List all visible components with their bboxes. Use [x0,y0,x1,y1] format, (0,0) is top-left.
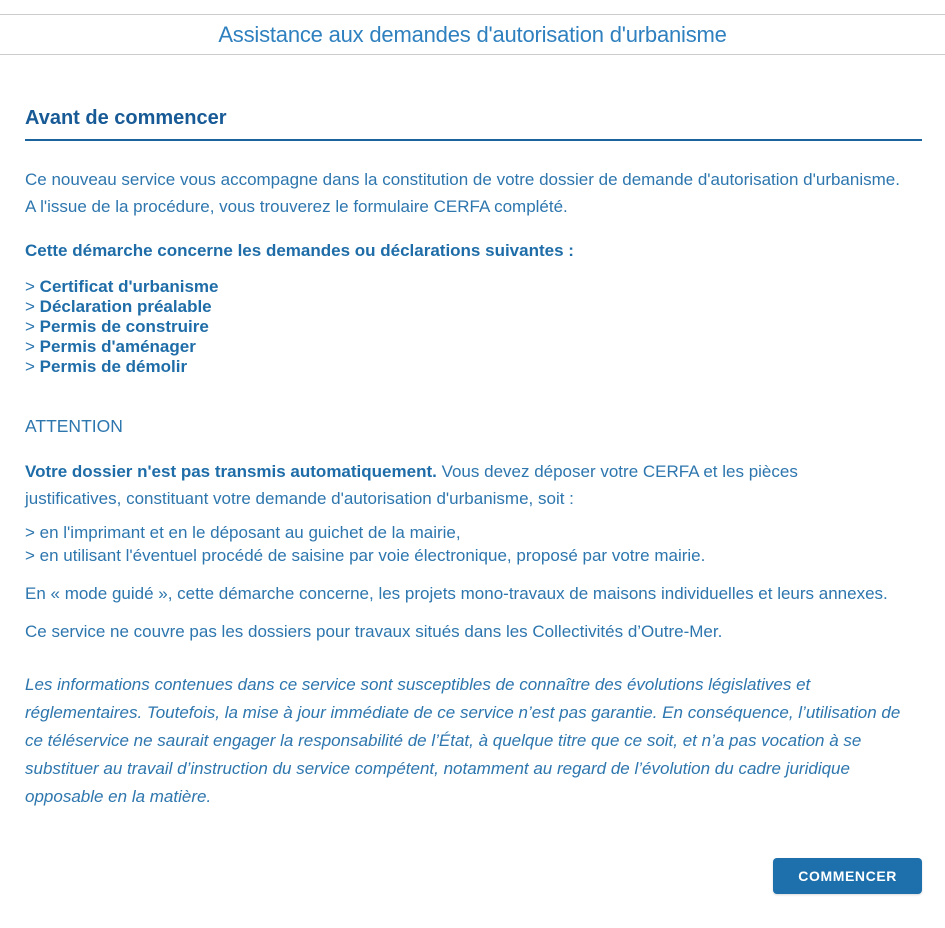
demarche-item-label: Certificat d'urbanisme [39,277,219,296]
section-title: Avant de commencer [25,107,227,129]
guided-mode-paragraph: En « mode guidé », cette démarche concerne, les projets mono-travaux de maisons individuelles et leurs annexes. [25,584,888,603]
list-item [25,297,922,317]
coverage-paragraph: Ce service ne couvre pas les dossiers pour travaux situés dans les Collectivités d’Outre-Mer. [25,622,723,641]
main-content [0,107,945,811]
list-item [25,317,922,337]
chevron-prefix: > [25,337,35,356]
footer-actions [0,858,945,924]
demarche-item-label: Permis de démolir [39,357,188,376]
attention-title: ATTENTION [25,416,123,436]
demarche-item-label: Permis d'aménager [39,337,196,356]
page [0,14,945,928]
page-title: Assistance aux demandes d'autorisation d'urbanisme [218,21,727,47]
demarche-list [25,277,922,377]
attention-rest-text: Vous devez déposer votre CERFA et les pièces justificatives, constituant votre demande d'autorisation d'urbanisme, soit : [25,462,798,508]
chevron-prefix: > [25,297,35,316]
chevron-prefix: > [25,277,35,296]
list-item [25,357,922,377]
demarche-item-label: Permis de construire [39,317,209,336]
intro-paragraph: Ce nouveau service vous accompagne dans la constitution de votre dossier de demande d'autorisation d'urbanisme. A l'issue de la procédure, vous trouverez le formulaire CERFA complété. [25,170,900,216]
disclaimer-paragraph: Les informations contenues dans ce service sont susceptibles de connaître des évolutions législatives et réglementaires. Toutefois, la mise à jour immédiate de ce service n’est pas garantie. En conséquence, l’utilisation de ce téléservice ne saurait engager la responsabilité de l’État, à quelque titre que ce soit, et n’a pas vocation à se substituer au travail d’instruction du service compétent, notamment au regard de l’évolution du cadre juridique opposable en la matière. [25,675,901,806]
list-item: > en l'imprimant et en le déposant au guichet de la mairie, [25,523,461,542]
demarche-heading: Cette démarche concerne les demandes ou déclarations suivantes : [25,241,574,260]
demarche-item-label: Déclaration préalable [39,297,212,316]
list-item [25,337,922,357]
section-title-divider [25,139,922,141]
list-item: > en utilisant l'éventuel procédé de saisine par voie électronique, proposé par votre mairie. [25,546,706,565]
chevron-prefix: > [25,357,35,376]
app-header [0,14,945,55]
attention-paragraph [25,458,875,512]
commencer-button[interactable]: COMMENCER [773,858,922,894]
list-item [25,277,922,297]
attention-bold-text: Votre dossier n'est pas transmis automatiquement. [25,462,437,481]
chevron-prefix: > [25,317,35,336]
deposit-options-list [25,521,922,567]
